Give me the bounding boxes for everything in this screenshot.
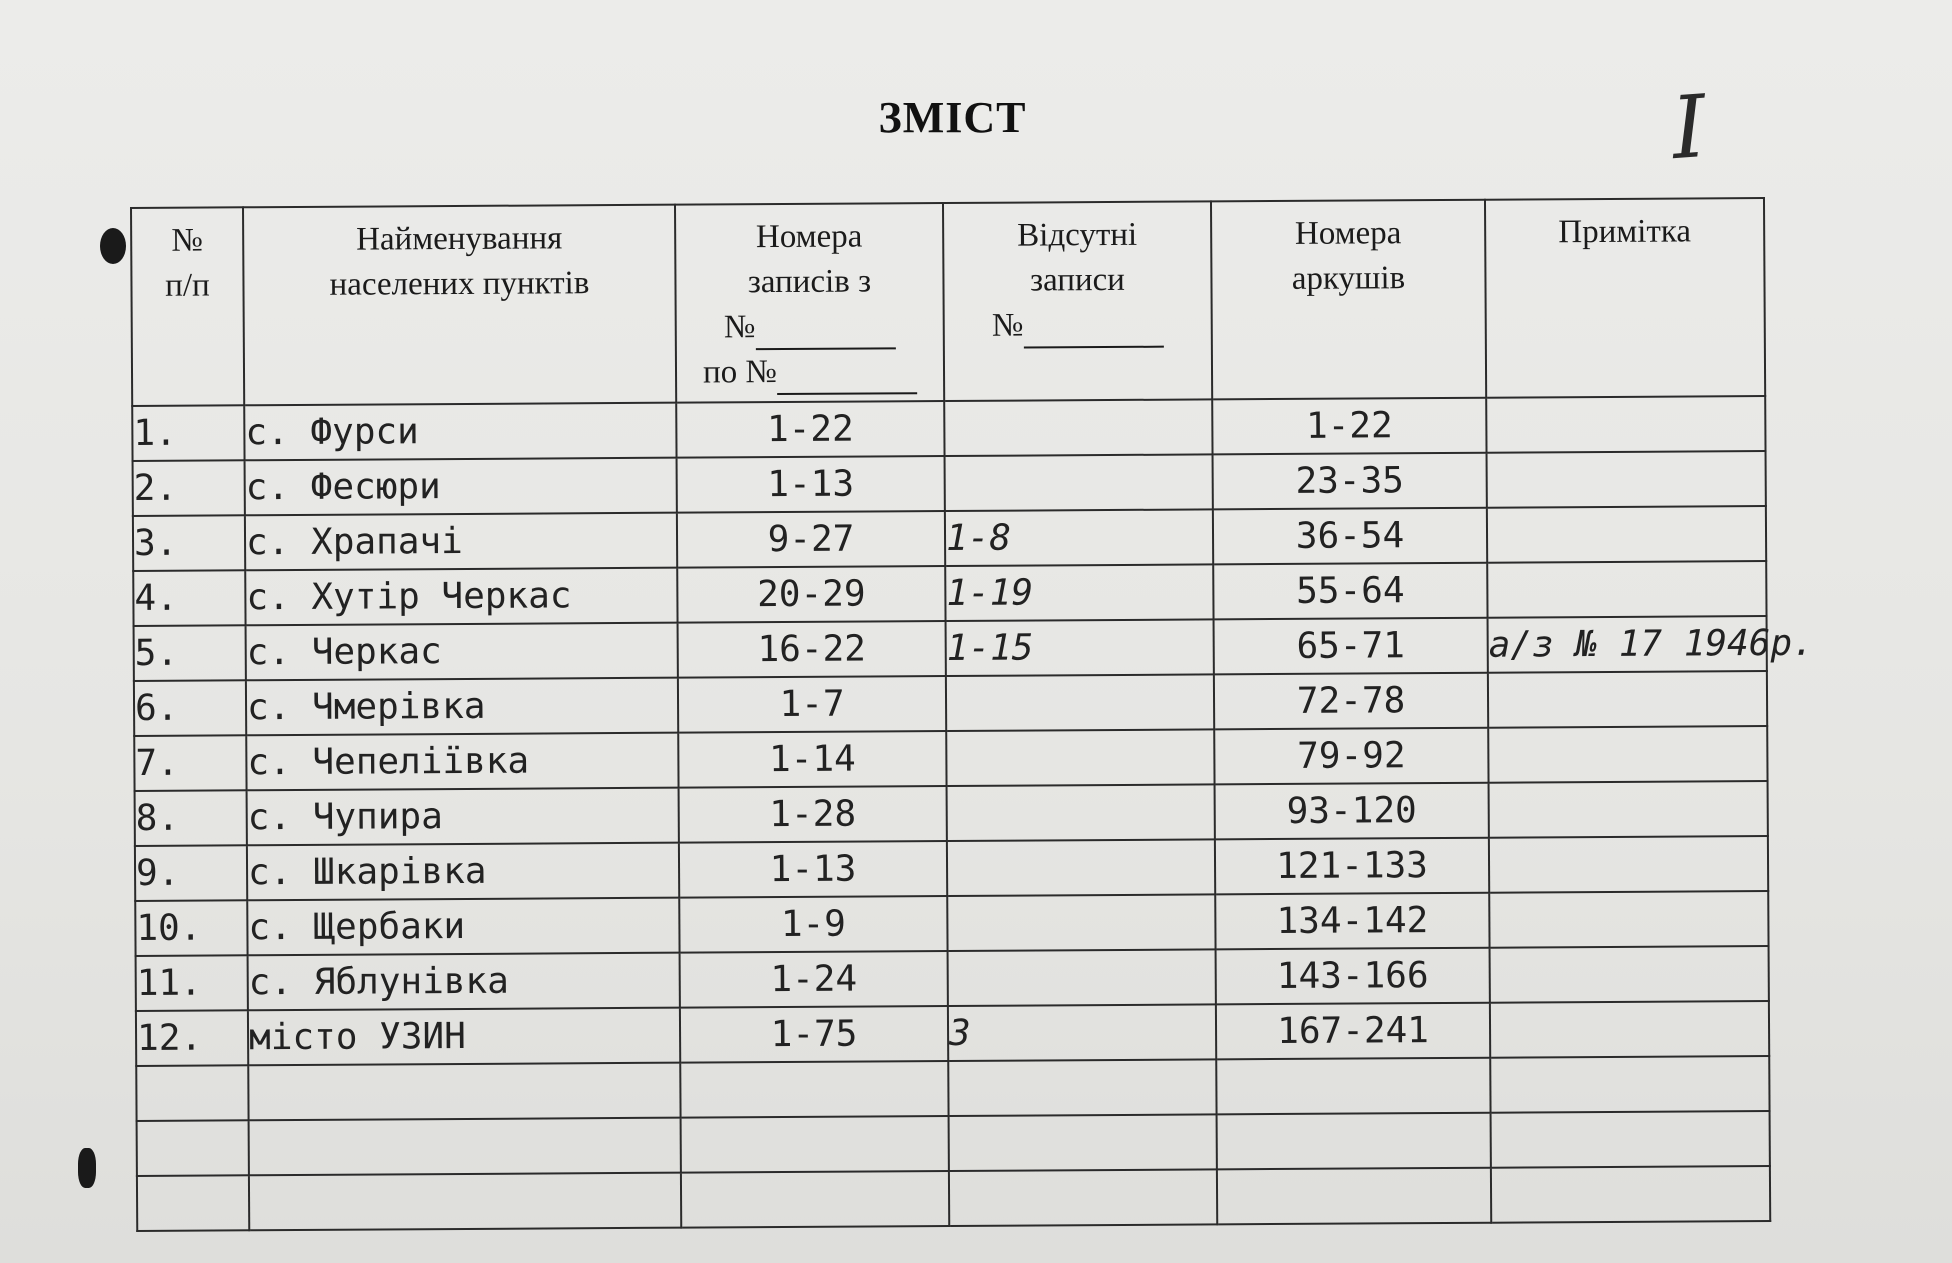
header-record-numbers-line2: записів з: [747, 263, 872, 301]
note-cell: [1489, 836, 1768, 893]
sheet-range: 1-22: [1212, 398, 1486, 455]
page-title: ЗМІСТ: [878, 93, 1027, 142]
record-range: 1-7: [678, 676, 946, 733]
empty-row: [137, 1166, 1770, 1231]
empty-cell: [1216, 1058, 1490, 1115]
missing-records: 1-8: [945, 509, 1213, 566]
record-range: 1-13: [679, 841, 947, 898]
header-missing-records: [943, 201, 1212, 401]
sheet-range: 134-142: [1215, 893, 1489, 950]
header-settlement: [243, 205, 676, 406]
empty-cell: [136, 1065, 248, 1121]
record-range: 1-14: [678, 731, 946, 788]
sheet-range: 23-35: [1213, 453, 1487, 510]
note-cell: [1489, 891, 1768, 948]
row-number: 9.: [135, 845, 247, 901]
note-cell: [1487, 506, 1766, 563]
empty-cell: [137, 1120, 249, 1176]
missing-records: [948, 949, 1216, 1006]
empty-cell: [249, 1173, 681, 1231]
sheet-range: 65-71: [1214, 618, 1488, 675]
empty-cell: [1217, 1168, 1491, 1225]
row-number: 5.: [134, 625, 246, 681]
empty-cell: [681, 1171, 949, 1228]
settlement-name: місто УЗИН: [248, 1008, 680, 1066]
missing-records: 3: [948, 1004, 1216, 1061]
note-cell: [1488, 671, 1767, 728]
row-number: 11.: [136, 955, 248, 1011]
missing-records: [945, 454, 1213, 511]
table-row: [134, 671, 1767, 736]
note-cell: [1490, 946, 1769, 1003]
table-row: [135, 891, 1768, 956]
row-number: 7.: [134, 735, 246, 791]
row-number: 12.: [136, 1010, 248, 1066]
header-record-numbers-line4: [677, 349, 943, 396]
record-range: 1-28: [679, 786, 947, 843]
missing-records: [946, 729, 1214, 786]
row-number: 4.: [133, 570, 245, 626]
row-number: 10.: [135, 900, 247, 956]
row-number: 3.: [133, 515, 245, 571]
table-row: [135, 836, 1768, 901]
header-sheet-numbers-line1: Номера: [1294, 215, 1402, 252]
note-cell: [1487, 451, 1766, 508]
record-range: 20-29: [677, 566, 945, 623]
record-range: 1-24: [680, 951, 948, 1008]
sheet-range: 121-133: [1215, 838, 1489, 895]
header-sheet-numbers-line2: аркушів: [1291, 260, 1406, 297]
empty-cell: [949, 1169, 1217, 1226]
table-row: [136, 946, 1769, 1011]
table-row: [135, 781, 1768, 846]
empty-cell: [680, 1061, 948, 1118]
missing-records: [947, 784, 1215, 841]
settlement-name: с. Черкас: [246, 623, 678, 681]
sheet-range: 93-120: [1215, 783, 1489, 840]
empty-cell: [1491, 1166, 1770, 1223]
empty-cell: [1217, 1113, 1491, 1170]
table-row: [133, 451, 1766, 516]
volume-mark: I: [1668, 76, 1710, 180]
empty-cell: [1491, 1111, 1770, 1168]
header-row: [131, 198, 1765, 406]
record-range: 1-75: [680, 1006, 948, 1063]
record-range: 9-27: [677, 511, 945, 568]
blank-line: [1023, 316, 1163, 349]
table-row: [132, 396, 1765, 461]
header-missing-line1: Відсутні: [1017, 216, 1138, 254]
header-note: [1485, 198, 1765, 398]
sheet-range: 55-64: [1213, 563, 1487, 620]
sheet-range: 143-166: [1216, 948, 1490, 1005]
header-note-label: Примітка: [1558, 213, 1692, 251]
missing-records: 1-19: [945, 564, 1213, 621]
settlement-name: с. Чмерівка: [246, 678, 678, 736]
record-range: 1-9: [679, 896, 947, 953]
blank-line: [777, 362, 917, 395]
binding-hole-top: [100, 228, 126, 264]
missing-records: 1-15: [946, 619, 1214, 676]
table-row: [133, 506, 1766, 571]
blank-line: [755, 317, 895, 350]
sheet-range: 72-78: [1214, 673, 1488, 730]
settlement-name: с. Фесюри: [245, 458, 677, 516]
header-missing-number-label: №: [991, 307, 1024, 344]
note-cell: а/з № 17 1946р.: [1488, 616, 1767, 673]
record-range: 1-13: [677, 456, 945, 513]
table-row: [136, 1001, 1769, 1066]
empty-cell: [949, 1114, 1217, 1171]
note-cell: [1487, 561, 1766, 618]
header-record-from-label: №: [723, 309, 756, 346]
header-sheet-numbers: [1211, 200, 1486, 400]
empty-cell: [681, 1116, 949, 1173]
header-record-numbers-line3: [677, 304, 943, 351]
contents-table: [130, 197, 1814, 1232]
missing-records: [946, 674, 1214, 731]
empty-row: [137, 1111, 1770, 1176]
sheet-range: 36-54: [1213, 508, 1487, 565]
note-cell: [1486, 396, 1765, 453]
header-number-line2: п/п: [165, 267, 210, 304]
settlement-name: с. Чупира: [247, 788, 679, 846]
record-range: 16-22: [678, 621, 946, 678]
settlement-name: с. Шкарівка: [247, 843, 679, 901]
settlement-name: с. Щербаки: [247, 898, 679, 956]
record-range: 1-22: [676, 401, 944, 458]
note-cell: [1489, 781, 1768, 838]
empty-cell: [137, 1175, 249, 1231]
settlement-name: с. Фурси: [244, 403, 676, 461]
missing-records: [947, 839, 1215, 896]
settlement-name: с. Хутір Черкас: [245, 568, 677, 626]
settlement-name: с. Яблунівка: [248, 953, 680, 1011]
empty-cell: [248, 1063, 680, 1121]
missing-records: [944, 399, 1212, 456]
table-row: [134, 616, 1767, 681]
note-cell: [1488, 726, 1767, 783]
table-row: [134, 726, 1767, 791]
header-number-line1: №: [171, 222, 204, 259]
binding-hole-bottom: [78, 1148, 96, 1188]
sheet-range: 79-92: [1214, 728, 1488, 785]
header-settlement-line2: населених пунктів: [329, 265, 590, 303]
header-record-numbers-line1: Номера: [755, 218, 863, 256]
empty-row: [136, 1056, 1769, 1121]
header-settlement-line1: Найменування: [356, 220, 563, 258]
table-row: [133, 561, 1766, 626]
header-number: [131, 207, 244, 406]
settlement-name: с. Чепеліївка: [246, 733, 678, 791]
note-cell: [1490, 1001, 1769, 1058]
empty-cell: [948, 1059, 1216, 1116]
missing-records: [947, 894, 1215, 951]
empty-cell: [249, 1118, 681, 1176]
row-number: 2.: [133, 460, 245, 516]
settlement-name: с. Храпачі: [245, 513, 677, 571]
header-record-to-label: по №: [702, 354, 778, 391]
row-number: 1.: [132, 405, 244, 461]
empty-cell: [1490, 1056, 1769, 1113]
sheet-range: 167-241: [1216, 1003, 1490, 1060]
header-missing-line2: записи: [1029, 261, 1126, 299]
row-number: 8.: [135, 790, 247, 846]
header-record-numbers: [675, 203, 944, 403]
header-missing-line3: [945, 302, 1211, 349]
row-number: 6.: [134, 680, 246, 736]
